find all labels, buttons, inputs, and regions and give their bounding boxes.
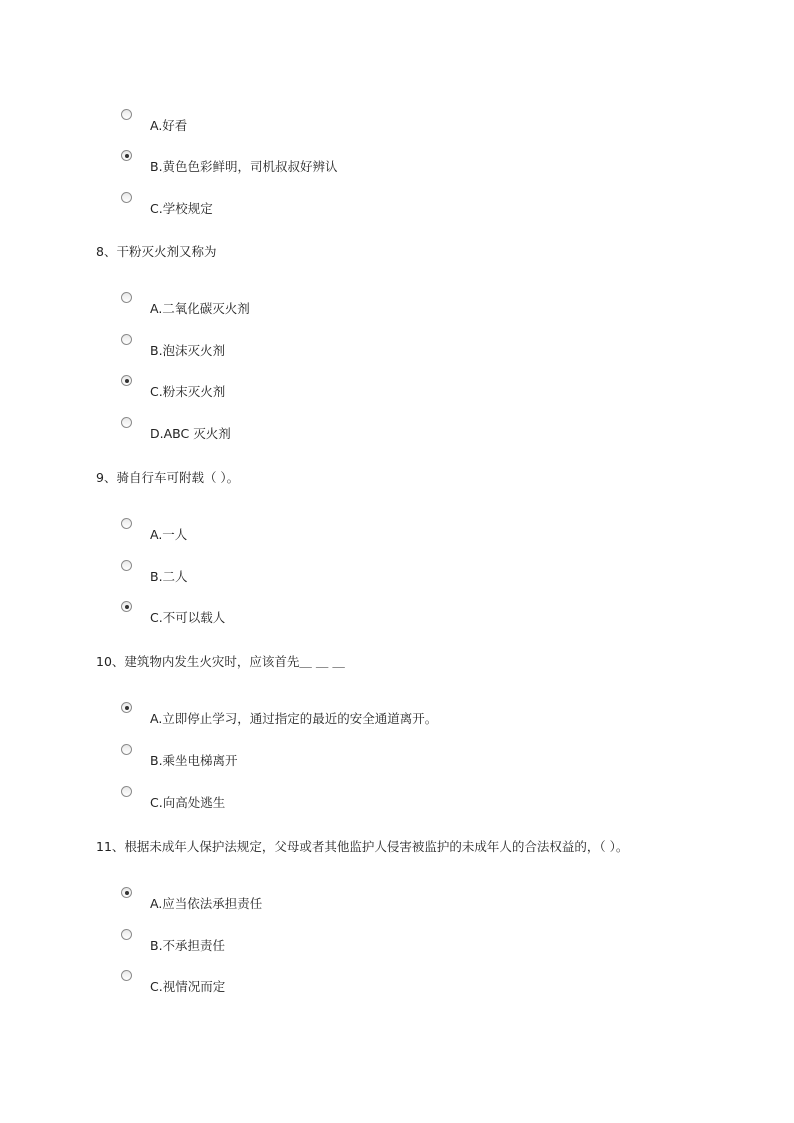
q11-option-c-label[interactable]: C.视情况而定	[150, 979, 226, 994]
q9-option-b-radio[interactable]	[121, 560, 132, 571]
q7-option-c-label[interactable]: C.学校规定	[150, 201, 213, 216]
q10-option-b-label[interactable]: B.乘坐电梯离开	[150, 753, 238, 768]
q10-option-c-radio[interactable]	[121, 786, 132, 797]
q8-title: 8、干粉灭火剂又称为	[96, 244, 217, 259]
q10-option-a-label[interactable]: A.立即停止学习，通过指定的最近的安全通道离开。	[150, 711, 438, 726]
q7-option-a-label[interactable]: A.好看	[150, 118, 188, 133]
q8-option-d-label[interactable]: D.ABC 灭火剂	[150, 426, 231, 441]
q9-option-c-label[interactable]: C.不可以载人	[150, 610, 226, 625]
q7-option-b-label[interactable]: B.黄色色彩鲜明，司机叔叔好辨认	[150, 159, 338, 174]
q8-option-c-label[interactable]: C.粉末灭火剂	[150, 384, 226, 399]
q9-title: 9、骑自行车可附载（ ）。	[96, 470, 240, 485]
q8-option-a-label[interactable]: A.二氧化碳灭火剂	[150, 301, 250, 316]
q7-option-b-radio[interactable]	[121, 150, 132, 161]
q11-option-c-radio[interactable]	[121, 970, 132, 981]
q8-option-d-radio[interactable]	[121, 417, 132, 428]
q11-option-a-radio[interactable]	[121, 887, 132, 898]
q9-option-a-label[interactable]: A.一人	[150, 527, 188, 542]
q10-option-c-label[interactable]: C.向高处逃生	[150, 795, 226, 810]
q8-option-a-radio[interactable]	[121, 292, 132, 303]
q10-title: 10、建筑物内发生火灾时，应该首先＿ ＿ ＿	[96, 654, 345, 669]
q8-option-b-radio[interactable]	[121, 334, 132, 345]
q9-option-b-label[interactable]: B.二人	[150, 569, 188, 584]
q9-option-c-radio[interactable]	[121, 601, 132, 612]
q7-option-c-radio[interactable]	[121, 192, 132, 203]
q10-option-a-radio[interactable]	[121, 702, 132, 713]
q8-option-b-label[interactable]: B.泡沫灭火剂	[150, 343, 226, 358]
q8-option-c-radio[interactable]	[121, 375, 132, 386]
q10-option-b-radio[interactable]	[121, 744, 132, 755]
q11-option-b-radio[interactable]	[121, 929, 132, 940]
q11-option-a-label[interactable]: A.应当依法承担责任	[150, 896, 263, 911]
q11-option-b-label[interactable]: B.不承担责任	[150, 938, 226, 953]
q9-option-a-radio[interactable]	[121, 518, 132, 529]
q11-title: 11、根据未成年人保护法规定，父母或者其他监护人侵害被监护的未成年人的合法权益的，（ ）。	[96, 839, 629, 854]
q7-option-a-radio[interactable]	[121, 109, 132, 120]
